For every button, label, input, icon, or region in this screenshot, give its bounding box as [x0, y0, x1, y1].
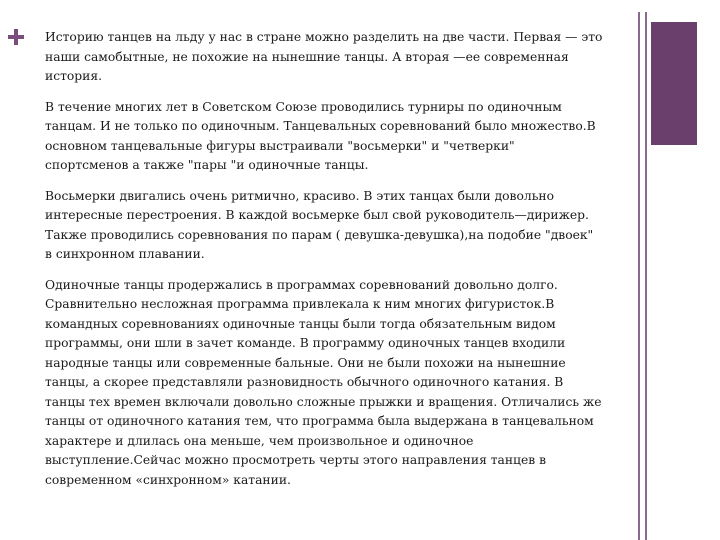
plus-icon [6, 27, 26, 47]
paragraph-eights: Восьмерки двигались очень ритмично, красиво. В этих танцах были довольно интересные перестроения. В каждой восьмерке был свой руководитель—дирижер. Также проводились соревнования по парам ( девушка-девушка),на подобие "двоек" в синхронном плавании. [45, 188, 594, 261]
paragraph-soviet-tournaments: В течение многих лет в Советском Союзе проводились турниры по одиночным танцам. И не только по одиночным. Танцевальных соревнований было множество.В основном танцевальные фигуры выстраивали "восьмерки" и "четверки" спортсменов а также "пары "и одиночные танцы. [45, 99, 596, 172]
paragraph-solo-dances: Одиночные танцы продержались в программах соревнований довольно долго. Сравнительно несложная программа привлекала к ним многих фигуристок.В командных соревнованиях одиночные танцы были тогда обязательным видом программы, они шли в зачет команде. В программу одиночных танцев входили народные танцы или современные бальные. Они не были похожи на нынешние танцы, а скорее представляли разновидность обычного одиночного катания. В танцы тех времен включали довольно сложные прыжки и вращения. Отличались же танцы от одиночного катания тем, что программа была выдержана в танцевальном характере и длилась она меньше, чем произвольное и одиночное выступление.Сейчас можно просмотреть черты этого направления танцев в современном «синхронном» катании. [45, 277, 602, 487]
accent-line-right [645, 12, 647, 540]
accent-block [651, 22, 697, 145]
paragraph-history-intro: Историю танцев на льду у нас в стране можно разделить на две части. Первая — это наши самобытные, не похожие на нынешние танцы. А вторая —ее современная история. [45, 30, 603, 83]
slide-body [45, 28, 633, 501]
accent-line-left [638, 12, 640, 540]
